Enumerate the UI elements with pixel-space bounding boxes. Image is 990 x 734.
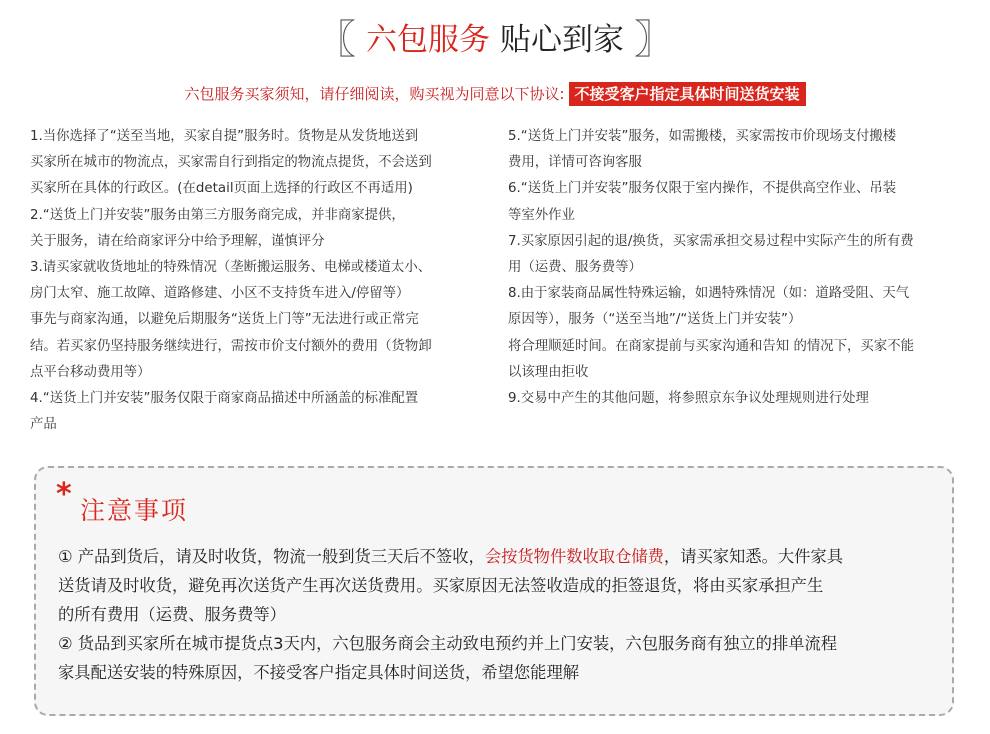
terms-line: 将合理顺延时间。在商家提前与买家沟通和告知 的情况下，买家不能: [508, 338, 914, 354]
terms-line: 5.“送货上门并安装”服务，如需搬楼，买家需按市价现场支付搬楼: [508, 129, 897, 144]
attention-text: ，请买家知悉。大件家具: [663, 547, 844, 566]
asterisk-icon: *: [56, 477, 72, 512]
attention-line: 的所有费用（运费、服务费等）: [58, 605, 286, 624]
terms-line: 房门太窄、施工故障、道路修建、小区不支持货车进入/停留等）: [30, 286, 410, 302]
attention-line: 家具配送安装的特殊原因，不接受客户指定具体时间送货，希望您能理解: [58, 663, 580, 682]
terms-line: 用（运费、服务费等）: [508, 259, 642, 275]
title-left-bracket: 〖: [316, 17, 356, 63]
terms-left-column: [30, 124, 485, 438]
terms-line: 3.请买家就收货地址的特殊情况（垄断搬运服务、电梯或楼道太小、: [30, 259, 432, 275]
attention-body: [58, 542, 948, 687]
page-title: [0, 18, 990, 62]
terms-line: 原因等），服务（“送至当地”/“送货上门并安装”）: [508, 312, 802, 328]
terms-line: 2.“送货上门并安装”服务由第三方服务商完成，并非商家提供，: [30, 207, 405, 223]
attention-text: ① 产品到货后，请及时收货，物流一般到货三天后不签收，: [58, 547, 485, 566]
attention-line: 送货请及时收货，避免再次送货产生再次送货费用。买家原因无法签收造成的拒签退货，将由买家承担产生: [58, 576, 824, 595]
terms-line: 结。若买家仍坚持服务继续进行，需按市价支付额外的费用（货物卸: [30, 338, 432, 354]
terms-line: 7.买家原因引起的退/换货，买家需承担交易过程中实际产生的所有费: [508, 233, 914, 249]
terms-line: 1.当你选择了“送至当地，买家自提”服务时。货物是从发货地送到: [30, 129, 419, 144]
terms-line: 等室外作业: [508, 207, 575, 223]
attention-box: [34, 466, 954, 716]
terms-line: 产品: [30, 417, 57, 433]
terms-line: 9.交易中产生的其他问题，将参照京东争议处理规则进行处理: [508, 390, 869, 406]
terms-line: 点平台移动费用等）: [30, 364, 151, 380]
terms-line: 关于服务，请在给商家评分中给予理解，谨慎评分: [30, 233, 325, 249]
title-service-name: 六包服务: [366, 22, 490, 58]
attention-line: ② 货品到买家所在城市提货点3天内，六包服务商会主动致电预约并上门安装，六包服务商有独立的排单流程: [58, 634, 838, 653]
attention-title: 注意事项: [80, 496, 189, 525]
terms-right-column: [508, 124, 968, 412]
storage-fee-highlight: 会按货物件数收取仓储费: [484, 547, 664, 566]
attention-line: [58, 542, 948, 571]
terms-line: 费用，详情可咨询客服: [508, 155, 642, 171]
buyer-notice: [0, 82, 990, 106]
title-right-bracket: 〗: [634, 17, 674, 63]
terms-line: 买家所在具体的行政区。(在detail页面上选择的行政区不再适用): [30, 181, 413, 197]
terms-line: 6.“送货上门并安装”服务仅限于室内操作，不提供高空作业、吊装: [508, 181, 897, 197]
terms-line: 以该理由拒收: [508, 364, 589, 380]
title-slogan: 贴心到家: [500, 22, 624, 58]
terms-line: 买家所在城市的物流点，买家需自行到指定的物流点提货，不会送到: [30, 155, 432, 171]
terms-line: 事先与商家沟通，以避免后期服务“送货上门等”无法进行或正常完: [30, 312, 419, 328]
notice-highlight-badge: 不接受客户指定具体时间送货安装: [569, 82, 806, 106]
terms-line: 4.“送货上门并安装”服务仅限于商家商品描述中所涵盖的标准配置: [30, 390, 419, 406]
notice-text: 六包服务买家须知，请仔细阅读，购买视为同意以下协议:: [184, 85, 565, 103]
terms-line: 8.由于家装商品属性特殊运输，如遇特殊情况（如：道路受阻、天气: [508, 286, 910, 302]
